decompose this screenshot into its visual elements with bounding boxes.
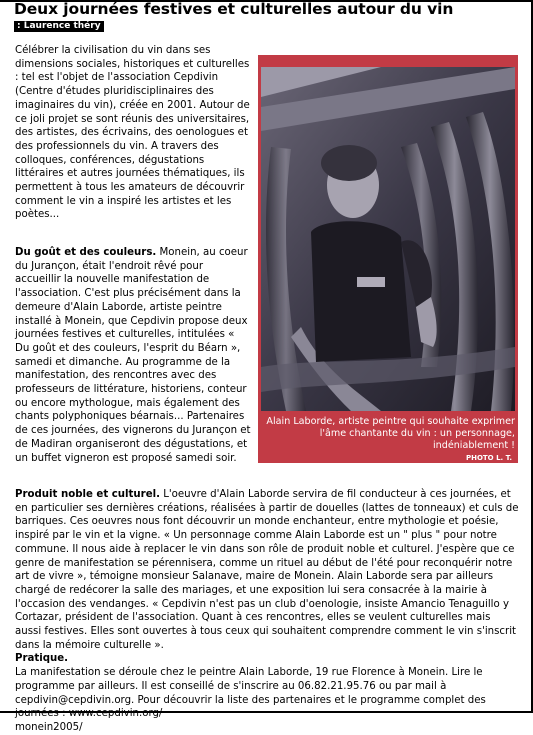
section-text: Monein, au coeur du Jurançon, était l'endroit rêvé pour accueillir la nouvelle manifestation de l'association. C'est plus précisément dans la demeure d'Alain Laborde, artiste peintre installé à Monein, que Cepdivin propose deux journées festives et culturelles, intitulées « Du goût et des couleurs, l'esprit du Béarn », samedi et dimanche. Au programme de la manifestation, des rencontres avec des professeurs de littérature, historiens, conteur ou encore mythologue, mais également des chants polyphoniques béarnais... Partenaires de ces journées, des vignerons du Jurançon et de Madiran organiseront des dégustations, et un buffet vigneron est proposé samedi soir.: [15, 247, 251, 464]
artist-photo: [261, 67, 515, 411]
section-gout-couleurs: [15, 246, 251, 465]
practical-link[interactable]: monein2005/: [15, 721, 83, 733]
section-heading: Du goût et des couleurs.: [15, 247, 157, 258]
author-badge: : Laurence théry: [14, 21, 104, 32]
intro-paragraph: Célébrer la civilisation du vin dans ses dimensions sociales, historiques et culturelles : tel est l'objet de l'association Cepdivin (Centre d'études pluridisciplinaires des imaginaires du vin), créée en 2001. Autour de ce joli projet se sont réunis des universitaires, des artistes, des écrivains, des oenologues et des professionnels du vin. A travers des colloques, conférences, dégustations littéraires et autres journées thématiques, ils permettent à tous les amateurs de découvrir comment le vin a inspiré les artistes et les poètes...: [15, 45, 250, 221]
section-heading: Produit noble et culturel.: [15, 489, 160, 500]
practical-text: La manifestation se déroule chez le peintre Alain Laborde, 19 rue Florence à Monein. Lire le programme par ailleurs. Il est conseillé de s'inscrire au 06.82.21.95.76 ou par mail à cepdivin@cepdivin.org. Pour découvrir la liste des partenaires et le programme complet des journées : www.cepdivin.org/: [15, 667, 486, 720]
practical-heading: Pratique.: [15, 653, 69, 665]
author-name: Laurence théry: [23, 21, 101, 31]
author-byline: [14, 21, 104, 31]
section-text: L'oeuvre d'Alain Laborde servira de fil conducteur à ces journées, et en particulier ses dernières créations, réalisées à partir de douelles (lattes de tonneaux) et culs de barriques. Ces oeuvres nous font découvrir un monde enchanteur, entre mythologie et poésie, inspiré par le vin et la vigne. « Un personnage comme Alain Laborde est un " plus " pour notre commune. Il nous aide à replacer le vin dans son rôle de produit noble et culturel. J'espère que ce genre de manifestation se pérennisera, comme un rituel au début de l'été pour reconquérir notre art de vivre », témoigne monsieur Salanave, maire de Monein. Alain Laborde sera par ailleurs chargé de redécorer la salle des mariages, et une exposition lui sera consacrée à la mairie à l'occasion des vendanges. « Cepdivin n'est pas un club d'oenologie, insiste Amancio Tenaguillo y Cortazar, président de l'association. Quant à ces rencontres, elles se veulent culturelles mais aussi festives. Elles sont ouvertes à tous ceux qui souhaitent comprendre comment le vin s'inscrit dans la mémoire culturelle ».: [15, 489, 519, 651]
photo-caption: Alain Laborde, artiste peintre qui souhaite exprimer l'âme chantante du vin : un personnage, indéniablement !: [266, 416, 515, 451]
photo-frame: [258, 55, 518, 463]
photo-credit: PHOTO L. T.: [465, 454, 512, 462]
article-title: Deux journées festives et culturelles autour du vin: [14, 0, 454, 18]
section-produit-noble: [15, 488, 519, 735]
